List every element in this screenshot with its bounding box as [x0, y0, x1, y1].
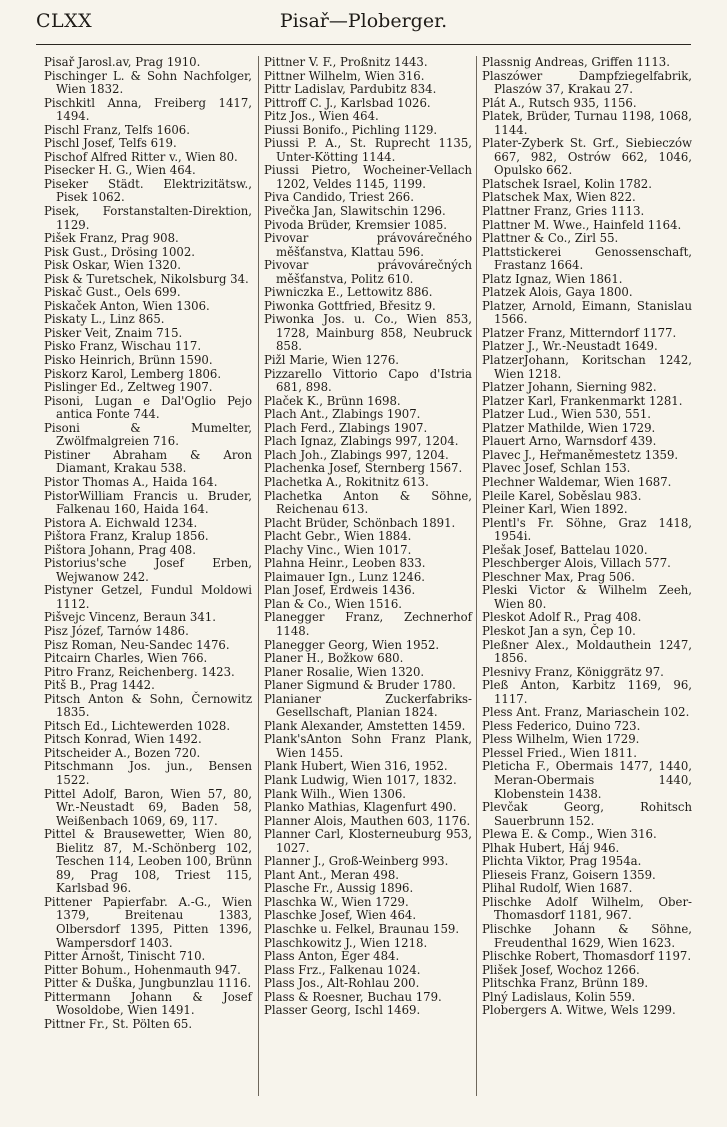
directory-entry: Pittner Fr., St. Pölten 65.: [44, 1016, 193, 1031]
directory-entry: Pleski Victor & Wilhelm Zeeh, Wien 80.: [482, 583, 692, 611]
directory-entry: Pittner V. F., Proßnitz 1443.: [264, 55, 428, 69]
directory-entry: Pitter & Duška, Jungbunzlau 1116.: [44, 976, 252, 991]
directory-entry: Plobergers A. Witwe, Wels 1299.: [482, 1003, 676, 1018]
directory-entry: Pitsch Ed., Lichtewerden 1028.: [44, 718, 231, 733]
directory-entry: Plevčak Georg, Rohitsch Sauerbrunn 152.: [482, 800, 692, 828]
directory-entry: Pittel & Brausewetter, Wien 80, Bielitz 87, M.-Schönberg 102, Teschen 114, Leoben 100, Brünn 89, Prag 108, Triest 115, Karlsbad 96.: [44, 827, 252, 896]
directory-entry: Pislinger Ed., Zeltweg 1907.: [44, 380, 213, 395]
directory-entry: Platzer Karl, Frankenmarkt 1281.: [482, 393, 683, 408]
directory-entry: Pitsch Anton & Sohn, Černowitz 1835.: [44, 691, 252, 720]
directory-entry: Plichta Viktor, Prag 1954a.: [482, 854, 642, 869]
directory-entry: PlatzerJohann, Koritschan 1242, Wien 1218.: [482, 353, 692, 381]
directory-entry: Plaimauer Ign., Lunz 1246.: [264, 569, 426, 584]
directory-entry: Plesnivy Franz, Königgrätz 97.: [482, 664, 664, 679]
directory-entry: Pišvejc Vincenz, Beraun 341.: [44, 610, 216, 625]
directory-entry: Plischke Robert, Thomasdorf 1197.: [482, 949, 692, 964]
directory-entry: Plattner Franz, Gries 1113.: [482, 204, 645, 219]
directory-entry: Piskaty L., Linz 865.: [44, 312, 165, 327]
directory-entry: Pisko Heinrich, Brünn 1590.: [44, 353, 213, 368]
directory-entry: Plaszówer Dampfziegelfabrik, Plaszów 37, Krakau 27.: [482, 68, 692, 97]
directory-entry: Pistyner Getzel, Fundul Moldowi 1112.: [44, 583, 252, 611]
directory-entry: Plavec J., Heřmaněmestetz 1359.: [482, 447, 679, 462]
directory-entry: Pischinger L. & Sohn Nachfolger, Wien 1832.: [44, 68, 252, 97]
directory-entry: Platzer Franz, Mitterndorf 1177.: [482, 325, 677, 340]
directory-entry: Plasser Georg, Ischl 1469.: [264, 1003, 421, 1018]
directory-entry: Platz Ignaz, Wien 1861.: [482, 271, 623, 286]
directory-entry: Placht Gebr., Wien 1884.: [264, 529, 412, 544]
directory-entry: Pleile Karel, Soběslau 983.: [482, 488, 642, 503]
directory-entry: Platzer J., Wr.-Neustadt 1649.: [482, 339, 658, 354]
directory-entry: Pittr Ladislav, Pardubitz 834.: [264, 82, 437, 97]
directory-entry: Plát A., Rutsch 935, 1156.: [482, 95, 637, 110]
page-number: CLXX: [36, 10, 93, 32]
directory-entry: Pleticha F., Obermais 1477, 1440, Meran-Obermais 1440, Klobenstein 1438.: [482, 759, 692, 801]
column-divider: [258, 56, 259, 1096]
directory-entry: Pless Federico, Duino 723.: [482, 718, 641, 733]
directory-entry: Plasche Fr., Aussig 1896.: [264, 881, 414, 896]
directory-entry: Plant Ant., Meran 498.: [264, 867, 400, 882]
directory-entry: Piussi Pietro, Wocheiner-Vellach 1202, Veldes 1145, 1199.: [264, 163, 472, 191]
directory-entry: Pivovar právovárečného měšťanstva, Klattau 596.: [264, 231, 472, 259]
directory-entry: Pitsch Konrad, Wien 1492.: [44, 732, 202, 747]
directory-entry: Pistor Thomas A., Haida 164.: [44, 474, 218, 489]
directory-entry: Pitscheider A., Bozen 720.: [44, 745, 201, 760]
directory-entry: Pisecker H. G., Wien 464.: [44, 163, 196, 178]
directory-entry: Pleiner Karl, Wien 1892.: [482, 502, 628, 517]
directory-entry: Plach Ant., Zlabings 1907.: [264, 407, 421, 422]
directory-entry: Pittener Papierfabr. A.-G., Wien 1379, Breitenau 1383, Olbersdorf 1395, Pitten 1396, Wampersdorf 1403.: [44, 894, 252, 950]
directory-entry: Pisker Veit, Znaim 715.: [44, 325, 183, 340]
directory-entry: Piussi Bonifo., Pichling 1129.: [264, 122, 438, 137]
directory-entry: Plaschke u. Felkel, Braunau 159.: [264, 922, 460, 936]
directory-entry: Pleschner Max, Prag 506.: [482, 569, 635, 584]
directory-entry: Platzek Alois, Gaya 1800.: [482, 285, 633, 300]
directory-entry: Plaschkowitz J., Wien 1218.: [264, 935, 428, 950]
directory-entry: Pischl Josef, Telfs 619.: [44, 136, 177, 151]
directory-entry: Pittel Adolf, Baron, Wien 57, 80, Wr.-Neustadt 69, Baden 58, Weißenbach 1069, 69, 117.: [44, 786, 252, 828]
directory-entry: Pitš B., Prag 1442.: [44, 678, 155, 693]
directory-entry: Planner Carl, Klosterneuburg 953, 1027.: [264, 827, 472, 855]
directory-entry: Piva Candido, Triest 266.: [264, 190, 414, 205]
directory-entry: Plass Frz., Falkenau 1024.: [264, 962, 421, 977]
directory-entry: Platek, Brüder, Turnau 1198, 1068, 1144.: [482, 109, 692, 137]
directory-entry: Pischkitl Anna, Freiberg 1417, 1494.: [44, 95, 252, 124]
running-title: Pisař—Ploberger.: [279, 10, 448, 32]
directory-entry: Pitter Bohum., Hohenmauth 947.: [44, 962, 241, 977]
directory-entry: Pischl Franz, Telfs 1606.: [44, 122, 190, 137]
column-divider: [476, 56, 477, 1096]
directory-entry: Pistiner Abraham & Aron Diamant, Krakau 538.: [44, 447, 252, 476]
directory-entry: Pleskot Jan a syn, Čep 10.: [482, 623, 636, 638]
directory-entry: Pless Ant. Franz, Mariaschein 102.: [482, 705, 690, 720]
directory-entry: Pitcairn Charles, Wien 766.: [44, 651, 208, 666]
directory-entry: Pleskot Adolf R., Prag 408.: [482, 610, 642, 625]
directory-entry: Piwonka Jos. u. Co., Wien 853, 1728, Mainburg 858, Neubruck 858.: [264, 312, 472, 354]
directory-entry: Pitro Franz, Reichenberg. 1423.: [44, 664, 235, 679]
directory-entry: Placht Brüder, Schönbach 1891.: [264, 515, 456, 530]
directory-entry: Platzer, Arnold, Eimann, Stanislau 1566.: [482, 298, 692, 327]
directory-entry: Pižl Marie, Wien 1276.: [264, 353, 399, 368]
directory-entry: Plischke Johann & Söhne, Freudenthal 1629, Wien 1623.: [482, 922, 692, 950]
directory-entry: Plan & Co., Wien 1516.: [264, 596, 403, 611]
directory-entry: Plewa E. & Comp., Wien 316.: [482, 827, 657, 842]
directory-entry: Pisk Gust., Drösing 1002.: [44, 244, 196, 259]
directory-entry: Plešak Josef, Battelau 1020.: [482, 542, 648, 557]
directory-entry: Pless Wilhelm, Wien 1729.: [482, 732, 640, 747]
directory-entry: Plater-Zyberk St. Grf., Siebieczów 667, 982, Ostrów 662, 1046, Opulsko 662.: [482, 136, 692, 178]
directory-entry: Plachetka A., Rokitnitz 613.: [264, 474, 429, 489]
directory-entry: Pivečka Jan, Slawitschin 1296.: [264, 204, 446, 219]
directory-entry: Plentl's Fr. Söhne, Graz 1418, 1954i.: [482, 515, 692, 544]
directory-entry: Plahna Heinr., Leoben 833.: [264, 556, 426, 571]
entries-column-1: [44, 56, 252, 1031]
directory-entry: Plihal Rudolf, Wien 1687.: [482, 881, 633, 896]
directory-entry: Plišek Josef, Wochoz 1266.: [482, 962, 640, 977]
directory-entry: Planko Mathias, Klagenfurt 490.: [264, 800, 457, 815]
directory-entry: Piwniczka E., Lettowitz 886.: [264, 285, 433, 300]
directory-entry: Plachenka Josef, Sternberg 1567.: [264, 461, 463, 476]
directory-entry: Planegger Georg, Wien 1952.: [264, 637, 440, 652]
directory-entry: Pivoda Brüder, Kremsier 1085.: [264, 217, 447, 232]
directory-entry: Pitter Arnošt, Tinischt 710.: [44, 949, 206, 964]
directory-entry: Pisoni, Lugan e Dal'Oglio Pejo antica Fonte 744.: [44, 393, 252, 422]
directory-entry: Platzer Mathilde, Wien 1729.: [482, 420, 656, 435]
page-header: [36, 4, 691, 38]
directory-entry: Piskač Gust., Oels 699.: [44, 285, 181, 300]
directory-entry: Pitz Jos., Wien 464.: [264, 109, 379, 124]
directory-entry: Pisk & Turetschek, Nikolsburg 34.: [44, 271, 249, 286]
directory-entry: Plan Josef, Erdweis 1436.: [264, 583, 416, 598]
directory-entry: Plass Jos., Alt-Rohlau 200.: [264, 976, 420, 991]
header-rule: [36, 44, 691, 45]
directory-entry: Piseker Städt. Elektrizitätsw., Pisek 1062.: [44, 176, 252, 205]
directory-entry: Pittermann Johann & Josef Wosoldobe, Wien 1491.: [44, 989, 252, 1018]
directory-entry: Pisk Oskar, Wien 1320.: [44, 258, 181, 273]
entries-column-3: [482, 56, 692, 1018]
directory-entry: Platzer Lud., Wien 530, 551.: [482, 407, 652, 422]
directory-entry: Plieseis Franz, Goisern 1359.: [482, 867, 656, 882]
directory-entry: Pleschberger Alois, Villach 577.: [482, 556, 671, 571]
directory-entry: Pisař Jarosl.av, Prag 1910.: [44, 55, 201, 69]
directory-entry: Plank Hubert, Wien 316, 1952.: [264, 759, 448, 774]
directory-entry: Pisoni & Mumelter, Zwölfmalgreien 716.: [44, 420, 252, 449]
directory-entry: Pitschmann Jos. jun., Bensen 1522.: [44, 759, 252, 787]
directory-entry: Plhak Hubert, Háj 946.: [482, 840, 620, 855]
directory-entry: Plattstickerei Genossenschaft, Frastanz 1664.: [482, 244, 692, 273]
directory-entry: Pittroff C. J., Karlsbad 1026.: [264, 95, 431, 110]
directory-entry: Pisko Franz, Wischau 117.: [44, 339, 202, 354]
directory-entry: Plavec Josef, Schlan 153.: [482, 461, 631, 476]
directory-entry: Plaschka W., Wien 1729.: [264, 894, 409, 909]
directory-entry: Plný Ladislaus, Kolin 559.: [482, 989, 636, 1004]
directory-entry: Piskorz Karol, Lemberg 1806.: [44, 366, 222, 381]
directory-entry: Plassnig Andreas, Griffen 1113.: [482, 55, 670, 69]
directory-entry: Planer H., Božkow 680.: [264, 651, 404, 666]
directory-entry: Plank Ludwig, Wien 1017, 1832.: [264, 772, 457, 787]
directory-entry: Plitschka Franz, Brünn 189.: [482, 976, 649, 991]
directory-entry: Plass & Roesner, Buchau 179.: [264, 989, 442, 1004]
directory-entry: Planer Sigmund & Bruder 1780.: [264, 678, 456, 693]
entries-column-2: [264, 56, 472, 1018]
directory-entry: Pisz Józef, Tarnów 1486.: [44, 623, 189, 638]
directory-entry: Pischof Alfred Ritter v., Wien 80.: [44, 149, 238, 164]
directory-entry: Planer Rosalie, Wien 1320.: [264, 664, 425, 679]
directory-entry: Pizzarello Vittorio Capo d'Istria 681, 898.: [264, 366, 472, 395]
directory-entry: Plattner & Co., Zirl 55.: [482, 231, 619, 246]
directory-entry: Pleßner Alex., Moldauthein 1247, 1856.: [482, 637, 692, 666]
directory-entry: Piskaček Anton, Wien 1306.: [44, 298, 210, 313]
directory-entry: Pistorius'sche Josef Erben, Wejwanow 242.: [44, 556, 252, 584]
directory-entry: Plachy Vinc., Wien 1017.: [264, 542, 412, 557]
directory-entry: Plank'sAnton Sohn Franz Plank, Wien 1455.: [264, 732, 472, 760]
directory-entry: Plechner Waldemar, Wien 1687.: [482, 474, 672, 489]
directory-entry: Platschek Max, Wien 822.: [482, 190, 636, 205]
directory-entry: Plaschke Josef, Wien 464.: [264, 908, 417, 923]
directory-entry: Plass Anton, Eger 484.: [264, 949, 400, 964]
directory-entry: Pisek, Forstanstalten-Direktion, 1129.: [44, 204, 252, 232]
directory-entry: Platzer Johann, Sierning 982.: [482, 380, 657, 395]
directory-entry: Pisz Roman, Neu-Sandec 1476.: [44, 637, 230, 652]
directory-entry: Planner Alois, Mauthen 603, 1176.: [264, 813, 471, 828]
directory-entry: Pištora Franz, Kralup 1856.: [44, 529, 209, 544]
directory-entry: Pivovar právovárečných měšťanstva, Politz 610.: [264, 258, 472, 286]
directory-entry: Plischke Adolf Wilhelm, Ober-Thomasdorf 1181, 967.: [482, 894, 692, 923]
directory-entry: Pistora A. Eichwald 1234.: [44, 515, 198, 530]
directory-entry: Plank Alexander, Amstetten 1459.: [264, 718, 466, 733]
directory-entry: Platschek Israel, Kolin 1782.: [482, 176, 652, 191]
directory-entry: Plessel Fried., Wien 1811.: [482, 745, 638, 760]
directory-entry: Plach Ignaz, Zlabings 997, 1204.: [264, 434, 459, 449]
directory-entry: Planner J., Groß-Weinberg 993.: [264, 854, 449, 869]
directory-entry: Plaček K., Brünn 1698.: [264, 393, 401, 408]
directory-entry: Plach Ferd., Zlabings 1907.: [264, 420, 428, 435]
directory-entry: Plach Joh., Zlabings 997, 1204.: [264, 447, 449, 462]
directory-entry: Pittner Wilhelm, Wien 316.: [264, 68, 425, 83]
directory-entry: Pišek Franz, Prag 908.: [44, 231, 179, 246]
directory-entry: Pleß Anton, Karbitz 1169, 96, 1117.: [482, 678, 692, 706]
directory-entry: Plank Wilh., Wien 1306.: [264, 786, 407, 801]
directory-entry: Plattner M. Wwe., Hainfeld 1164.: [482, 217, 682, 232]
directory-entry: Planegger Franz, Zechnerhof 1148.: [264, 610, 472, 638]
directory-entry: Planianer Zuckerfabriks-Gesellschaft, Planian 1824.: [264, 691, 472, 720]
directory-entry: Plauert Arno, Warnsdorf 439.: [482, 434, 657, 449]
directory-entry: Piussi P. A., St. Ruprecht 1135, Unter-Kötting 1144.: [264, 136, 472, 164]
directory-entry: PistorWilliam Francis u. Bruder, Falkenau 160, Haida 164.: [44, 488, 252, 517]
directory-entry: Plachetka Anton & Söhne, Reichenau 613.: [264, 488, 472, 517]
directory-entry: Pištora Johann, Prag 408.: [44, 542, 196, 557]
directory-entry: Piwonka Gottfried, Břesitz 9.: [264, 298, 436, 313]
